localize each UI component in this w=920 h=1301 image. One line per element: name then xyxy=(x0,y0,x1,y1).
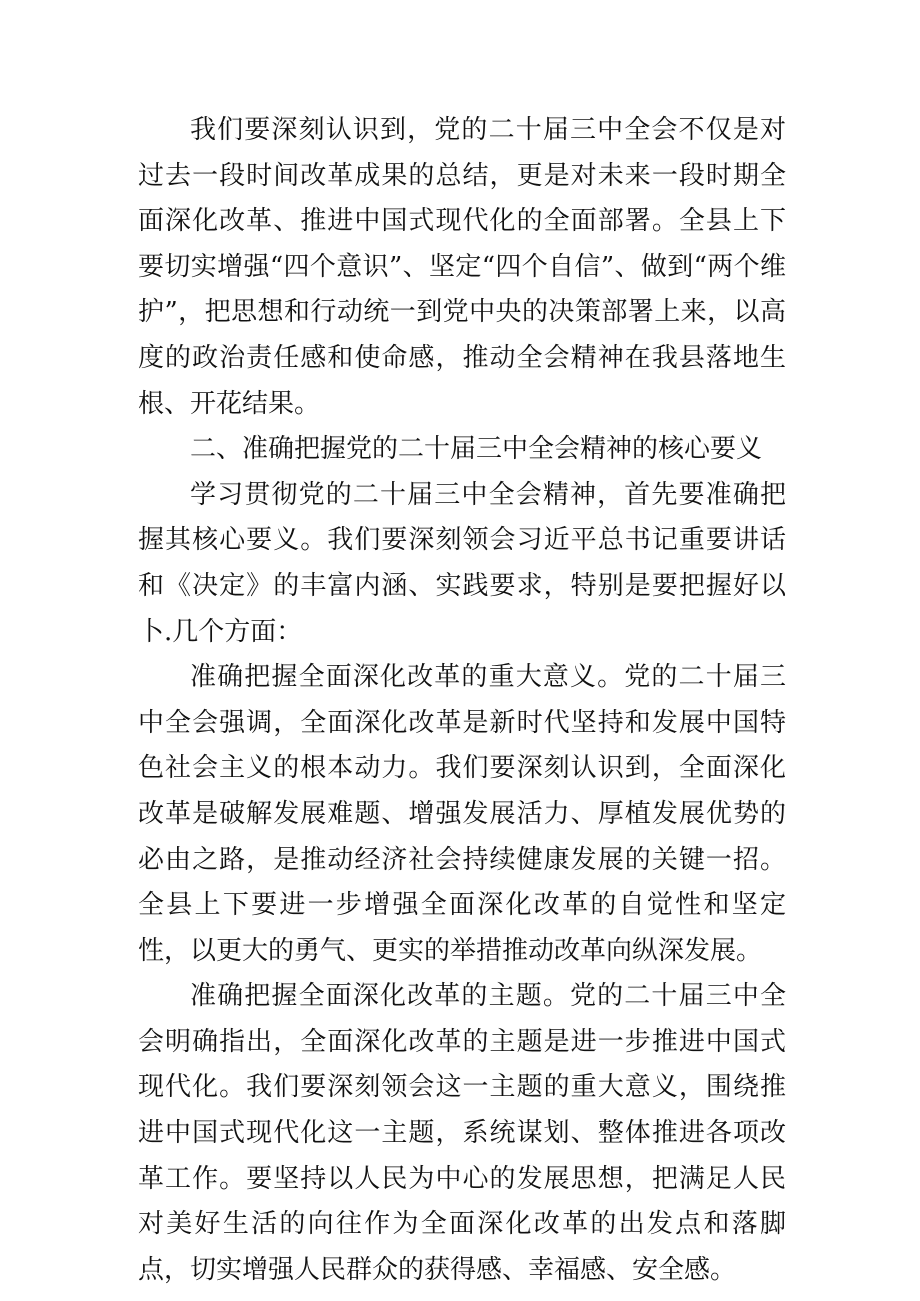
paragraph-reform-theme: 准确把握全面深化改革的主题。党的二十届三中全会明确指出，全面深化改革的主题是进一步推进中国式现代化。我们要深刻领会这一主题的重大意义，围绕推进中国式现代化这一主题，系统谋划、整体推进各项改革工作。要坚持以人民为中心的发展思想，把满足人民对美好生活的向往作为全面深化改革的出发点和落脚点，切实增强人民群众的获得感、幸福感、安全感。 xyxy=(138,981,786,1285)
section-heading-core-essence: 二、准确把握党的二十届三中全会精神的核心要义 xyxy=(190,434,763,465)
paragraph-reform-significance: 准确把握全面深化改革的重大意义。党的二十届三中全会强调，全面深化改革是新时代坚持和发展中国特色社会主义的根本动力。我们要深刻认识到，全面深化改革是破解发展难题、增强发展活力、厚植发展优势的必由之路，是推动经济社会持续健康发展的关键一招。全县上下要进一步增强全面深化改革的自觉性和坚定性，以更大的勇气、更实的举措推动改革向纵深发展。 xyxy=(138,662,786,966)
paragraph-core-essence-intro: 学习贯彻党的二十届三中全会精神，首先要准确把握其核心要义。我们要深刻领会习近平总书记重要讲话和《决定》的丰富内涵、实践要求，特别是要把握好以卜.几个方面： xyxy=(138,479,786,647)
document-body xyxy=(138,108,786,1293)
paragraph-political-awareness: 我们要深刻认识到，党的二十届三中全会不仅是对过去一段时间改革成果的总结，更是对未来一段时期全面深化改革、推进中国式现代化的全面部署。全县上下要切实增强“四个意识”、坚定“四个自信”、做到“两个维护”，把思想和行动统一到党中央的决策部署上来，以高度的政治责任感和使命感，推动全会精神在我县落地生根、开花结果。 xyxy=(138,115,786,419)
